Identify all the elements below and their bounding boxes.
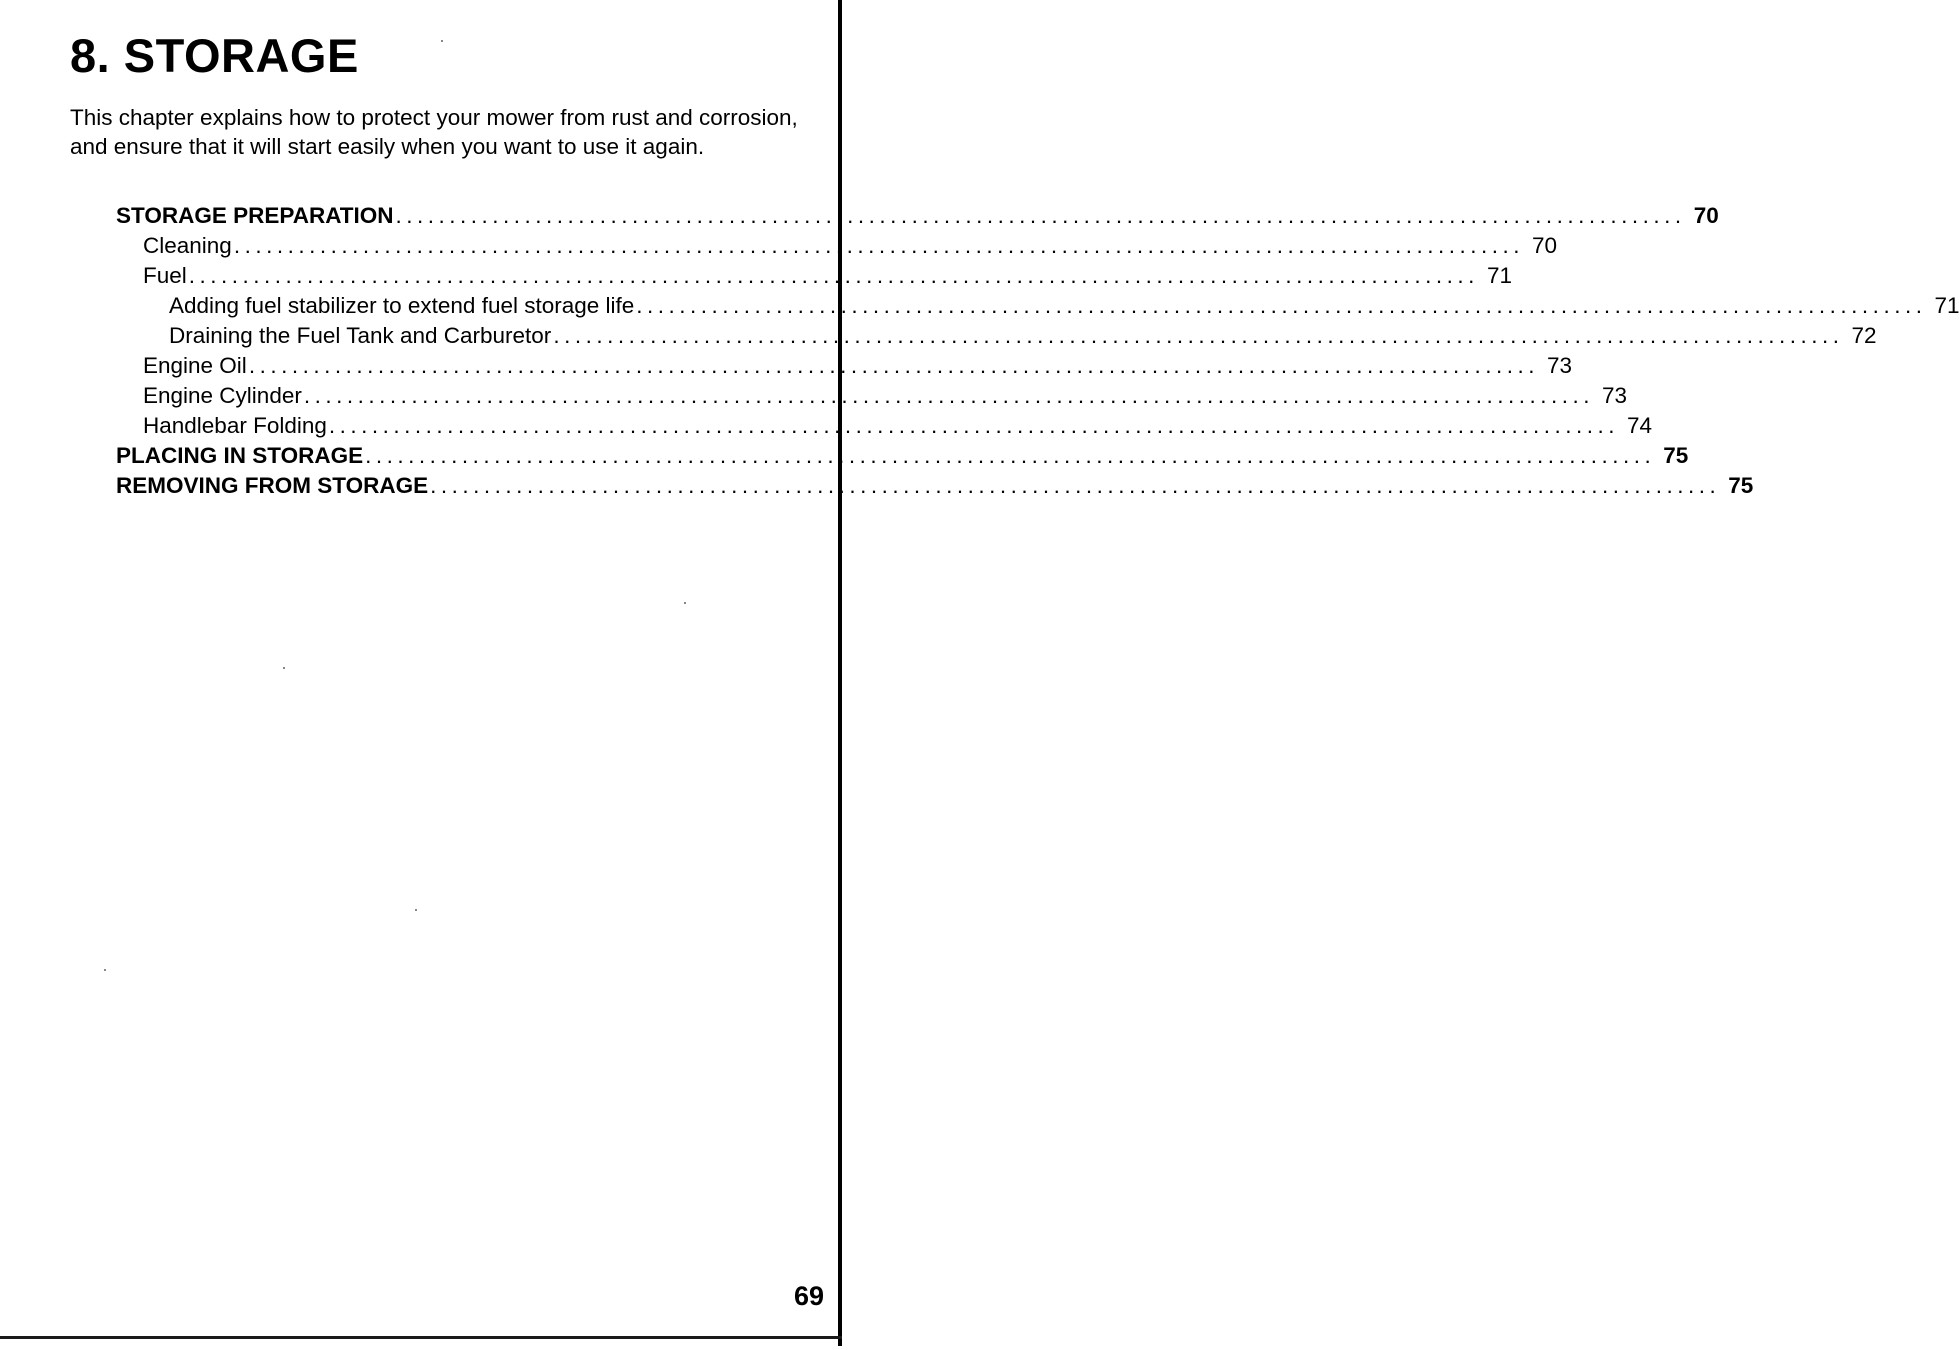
toc-entry-page: 71 (1486, 263, 1512, 288)
toc-entry-engine-oil[interactable] (0, 351, 1572, 381)
toc-entry-label: Adding fuel stabilizer to extend fuel storage life (169, 293, 635, 318)
toc-leader-dots: ........................................................................................................................ (636, 293, 1927, 318)
toc-leader-dots: ........................................................................................................................ (430, 473, 1721, 498)
toc-leader-dots: ........................................................................................................................ (303, 383, 1594, 408)
scan-speck (283, 667, 285, 669)
toc-entry-label: REMOVING FROM STORAGE (116, 473, 429, 498)
toc-entry-page: 73 (1602, 383, 1628, 408)
toc-entry-label: PLACING IN STORAGE (116, 443, 364, 468)
toc-leader-dots: ........................................................................................................................ (188, 263, 1479, 288)
toc-entry-label: Handlebar Folding (143, 413, 327, 438)
toc-entry-page: 75 (1663, 443, 1689, 468)
page-bottom-edge (0, 1336, 842, 1339)
toc-leader-dots: ........................................................................................................................ (553, 323, 1844, 348)
toc-entry-handlebar-folding[interactable] (0, 411, 1653, 441)
toc-entry-page: 73 (1546, 353, 1572, 378)
toc-entry-page: 70 (1693, 203, 1719, 228)
toc-entry-page: 75 (1728, 473, 1754, 498)
toc-entry-page: 72 (1851, 323, 1877, 348)
toc-entry-fuel-stabilizer[interactable] (0, 291, 1959, 321)
toc-entry-page: 71 (1934, 293, 1959, 318)
toc-entry-storage-preparation[interactable] (0, 201, 1719, 231)
toc-leader-dots: ........................................................................................................................ (233, 233, 1524, 258)
toc-leader-dots: ........................................................................................................................ (248, 353, 1539, 378)
chapter-intro: This chapter explains how to protect your mower from rust and corrosion, and ensure that it will start easily when you want to use it again. (70, 105, 798, 159)
toc-entry-draining-fuel-tank[interactable] (0, 321, 1877, 351)
scan-speck (684, 602, 686, 604)
toc-leader-dots: ........................................................................................................................ (328, 413, 1620, 438)
toc-leader-dots: ........................................................................................................................ (365, 443, 1656, 468)
toc-entry-page: 70 (1531, 233, 1558, 258)
toc-entry-label: Engine Oil (143, 353, 247, 378)
scan-speck (441, 40, 443, 42)
chapter-title: 8. STORAGE (70, 29, 359, 82)
toc-entry-removing-from-storage[interactable] (0, 471, 1754, 501)
toc-entry-label: STORAGE PREPARATION (116, 203, 394, 228)
scan-speck (104, 969, 106, 971)
toc-leader-dots: ........................................................................................................................ (395, 203, 1686, 228)
toc-entry-placing-in-storage[interactable] (0, 441, 1689, 471)
toc-entry-fuel[interactable] (0, 261, 1512, 291)
toc-entry-label: Fuel (143, 263, 187, 288)
toc-entry-label: Engine Cylinder (143, 383, 302, 408)
scan-speck (415, 909, 417, 911)
toc-entry-cleaning[interactable] (0, 231, 1558, 261)
toc-entry-engine-cylinder[interactable] (0, 381, 1628, 411)
toc-entry-page: 74 (1627, 413, 1653, 438)
toc-entry-label: Draining the Fuel Tank and Carburetor (169, 323, 552, 348)
page-number: 69 (793, 1281, 824, 1311)
table-of-contents (0, 201, 1959, 501)
toc-entry-label: Cleaning (143, 233, 232, 258)
